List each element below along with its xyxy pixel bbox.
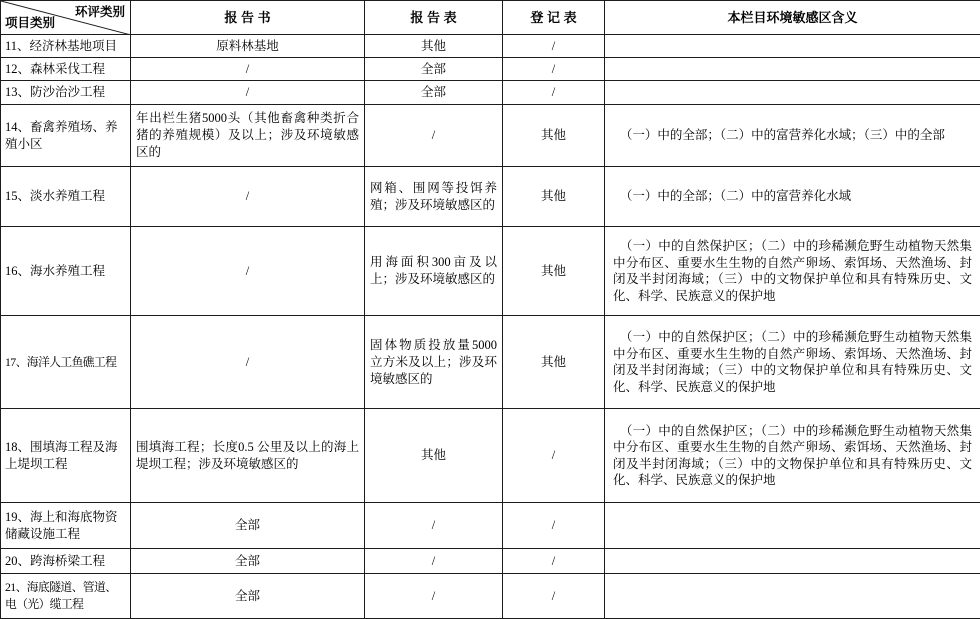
cell-report-book: 全部 [131, 549, 365, 574]
diagonal-label-bottom: 项目类别 [5, 16, 56, 30]
cell-sensitive-meaning: （一）中的全部；（二）中的富营养化水域；（三）中的全部 [605, 105, 980, 167]
cell-category: 20、跨海桥梁工程 [1, 549, 131, 574]
cell-category: 11、经济林基地项目 [1, 35, 131, 58]
cell-report-form: 全部 [365, 58, 503, 81]
cell-report-book: 全部 [131, 574, 365, 619]
table-row [1, 503, 980, 549]
table-row [1, 105, 980, 167]
cell-registration-form: / [503, 503, 605, 549]
cell-sensitive-meaning [605, 58, 980, 81]
cell-report-book: / [131, 58, 365, 81]
col-header-sensitive-meaning: 本栏目环境敏感区含义 [605, 1, 980, 35]
cell-report-book: / [131, 167, 365, 227]
cell-category: 12、森林采伐工程 [1, 58, 131, 81]
col-header-registration-form: 登 记 表 [503, 1, 605, 35]
cell-report-book: 围填海工程；长度0.5 公里及以上的海上堤坝工程；涉及环境敏感区的 [131, 409, 365, 503]
cell-report-form: 其他 [365, 409, 503, 503]
cell-category: 21、海底隧道、管道、电（光）缆工程 [1, 574, 131, 619]
cell-registration-form: 其他 [503, 167, 605, 227]
cell-registration-form: / [503, 549, 605, 574]
cell-sensitive-meaning [605, 35, 980, 58]
cell-category: 14、畜禽养殖场、养殖小区 [1, 105, 131, 167]
cell-report-book: 原料林基地 [131, 35, 365, 58]
cell-sensitive-meaning [605, 81, 980, 105]
cell-registration-form: / [503, 35, 605, 58]
cell-registration-form: 其他 [503, 105, 605, 167]
col-header-report-book: 报 告 书 [131, 1, 365, 35]
cell-category: 16、海水养殖工程 [1, 227, 131, 316]
cell-category: 13、防沙治沙工程 [1, 81, 131, 105]
cell-category: 17、海洋人工鱼礁工程 [1, 316, 131, 409]
cell-report-form: 其他 [365, 35, 503, 58]
cell-registration-form: / [503, 81, 605, 105]
cell-sensitive-meaning [605, 503, 980, 549]
table-row [1, 549, 980, 574]
cell-category: 15、淡水养殖工程 [1, 167, 131, 227]
cell-registration-form: 其他 [503, 227, 605, 316]
cell-sensitive-meaning [605, 549, 980, 574]
cell-registration-form: 其他 [503, 316, 605, 409]
table-row [1, 227, 980, 316]
cell-category: 19、海上和海底物资储藏设施工程 [1, 503, 131, 549]
cell-report-book: / [131, 227, 365, 316]
cell-report-form: / [365, 105, 503, 167]
cell-registration-form: / [503, 58, 605, 81]
cell-report-book: / [131, 316, 365, 409]
cell-registration-form: / [503, 574, 605, 619]
table-row [1, 35, 980, 58]
cell-report-book: / [131, 81, 365, 105]
cell-sensitive-meaning: （一）中的自然保护区；（二）中的珍稀濒危野生动植物天然集中分布区、重要水生生物的自然产卵场、索饵场、天然渔场、封闭及半封闭海域；（三）中的文物保护单位和具有特殊历史、文化、科学、民族意义的保护地 [605, 227, 980, 316]
cell-sensitive-meaning [605, 574, 980, 619]
table-row [1, 81, 980, 105]
cell-report-book: 年出栏生猪5000头（其他畜禽种类折合猪的养殖规模）及以上；涉及环境敏感区的 [131, 105, 365, 167]
cell-sensitive-meaning: （一）中的自然保护区；（二）中的珍稀濒危野生动植物天然集中分布区、重要水生生物的自然产卵场、索饵场、天然渔场、封闭及半封闭海域；（三）中的文物保护单位和具有特殊历史、文化、科学、民族意义的保护地 [605, 316, 980, 409]
table-row [1, 316, 980, 409]
table-row [1, 167, 980, 227]
cell-report-book: 全部 [131, 503, 365, 549]
cell-registration-form: / [503, 409, 605, 503]
cell-report-form: / [365, 574, 503, 619]
table-row [1, 574, 980, 619]
table-row [1, 58, 980, 81]
table-row [1, 409, 980, 503]
cell-category: 18、围填海工程及海上堤坝工程 [1, 409, 131, 503]
col-header-report-form: 报 告 表 [365, 1, 503, 35]
diagonal-label-top: 环评类别 [74, 5, 125, 19]
cell-report-form: / [365, 503, 503, 549]
cell-sensitive-meaning: （一）中的全部；（二）中的富营养化水域 [605, 167, 980, 227]
table-header-row [1, 1, 980, 35]
cell-report-form: 固体物质投放量5000 立方米及以上；涉及环境敏感区的 [365, 316, 503, 409]
cell-report-form: / [365, 549, 503, 574]
cell-report-form: 全部 [365, 81, 503, 105]
diagonal-header-cell [1, 1, 131, 35]
cell-sensitive-meaning: （一）中的自然保护区；（二）中的珍稀濒危野生动植物天然集中分布区、重要水生生物的自然产卵场、索饵场、天然渔场、封闭及半封闭海域；（三）中的文物保护单位和具有特殊历史、文化、科学、民族意义的保护地 [605, 409, 980, 503]
cell-report-form: 网箱、围网等投饵养殖；涉及环境敏感区的 [365, 167, 503, 227]
cell-report-form: 用海面积300亩及以上；涉及环境敏感区的 [365, 227, 503, 316]
